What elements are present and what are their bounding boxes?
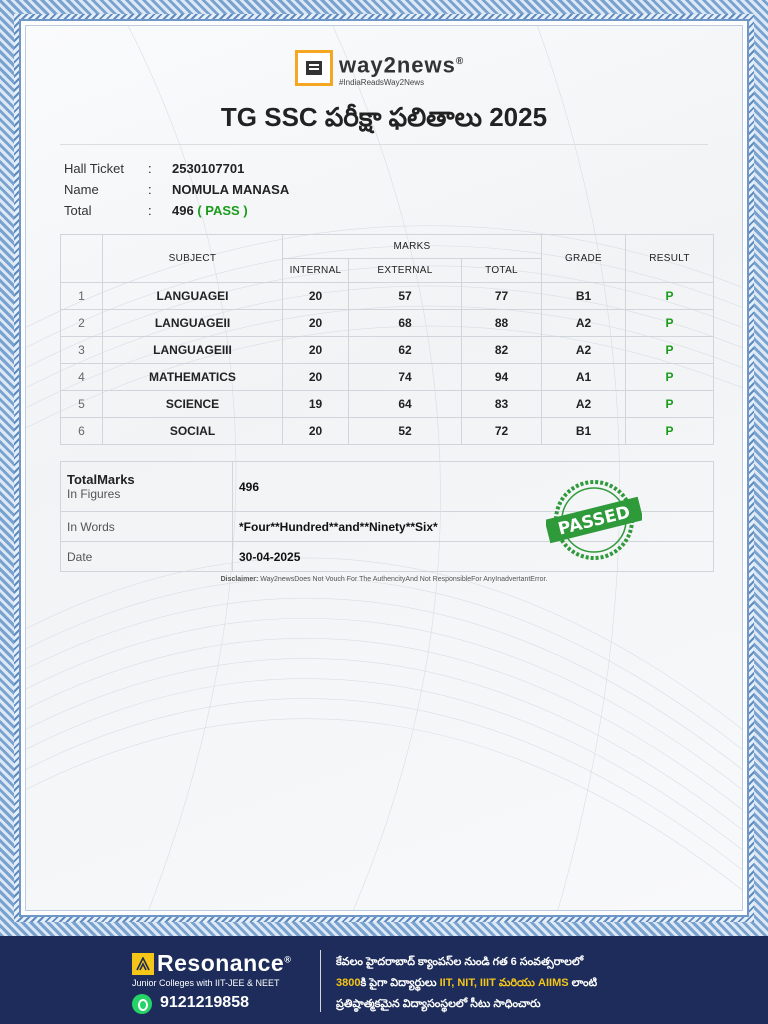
date-label: Date: [61, 542, 233, 572]
info-row-name: Name : NOMULA MANASA: [64, 182, 290, 197]
header-internal: INTERNAL: [283, 259, 349, 283]
marks-table: [60, 234, 714, 445]
resonance-logo: Resonance®: [132, 950, 291, 977]
table-row: 6 SOCIAL 20 52 72 B1 P: [61, 418, 714, 445]
resonance-name: Resonance: [157, 950, 285, 976]
total-marks-heading: TotalMarks: [67, 472, 135, 487]
table-row: 4 MATHEMATICS 20 74 94 A1 P: [61, 364, 714, 391]
way2news-logo: way2news® #IndiaReadsWay2News: [295, 50, 464, 87]
header-marks: MARKS: [283, 235, 542, 259]
page-title: TG SSC పరీక్షా ఫలితాలు 2025: [220, 102, 548, 132]
student-info: [64, 158, 289, 221]
resonance-ad-banner[interactable]: [0, 936, 768, 1024]
table-row: 5 SCIENCE 19 64 83 A2 P: [61, 391, 714, 418]
info-row-hall-ticket: Hall Ticket : 2530107701: [64, 161, 245, 176]
brand-name: way2news: [339, 52, 456, 78]
in-figures-label: In Figures: [67, 487, 121, 501]
result-date: 30-04-2025: [233, 542, 714, 572]
svg-text:PASSED: PASSED: [556, 502, 633, 540]
passed-stamp: [546, 478, 642, 562]
total-in-words: *Four**Hundred**and**Ninety**Six*: [233, 512, 714, 542]
resonance-mark-icon: [132, 953, 154, 975]
table-row: 2 LANGUAGEII 20 68 88 A2 P: [61, 310, 714, 337]
header-result: RESULT: [626, 235, 714, 283]
info-row-total: Total : 496 ( PASS ): [64, 203, 248, 218]
ad-text: కేవలం హైదరాబాద్ క్యాంపస్‌ల నుండి గత 6 సంవత్సరాలలో 3800కి పైగా విద్యార్థులు IIT, NIT, IIIT మరియు AIIMS లాంటి ప్రతిష్ఠాత్మకమైన విద్యాసంస్థలలో సీటు సాధించారు: [336, 956, 598, 1010]
ad-divider: [320, 950, 321, 1012]
brand-tagline: #IndiaReadsWay2News: [339, 78, 425, 88]
result-sheet: [25, 25, 743, 911]
header-external: EXTERNAL: [349, 259, 462, 283]
header-grade: GRADE: [542, 235, 626, 283]
table-row: 1 LANGUAGEI 20 57 77 B1 P: [61, 283, 714, 310]
news-icon: [295, 50, 333, 86]
disclaimer: Disclaimer: Way2newsDoes Not Vouch For The AuthencityAnd Not ResponsibleFor AnyInadvertantError.: [220, 576, 548, 583]
in-words-label: In Words: [61, 512, 233, 542]
resonance-subtitle: Junior Colleges with IIT-JEE & NEET: [132, 978, 280, 988]
ad-phone[interactable]: 9121219858: [160, 994, 249, 1011]
header-subject: SUBJECT: [103, 235, 283, 283]
pass-status: ( PASS ): [197, 203, 248, 218]
whatsapp-icon: [132, 994, 152, 1014]
title-divider: [60, 144, 708, 145]
table-row: 3 LANGUAGEIII 20 62 82 A2 P: [61, 337, 714, 364]
total-in-figures: 496: [233, 462, 714, 512]
header-total: TOTAL: [462, 259, 542, 283]
